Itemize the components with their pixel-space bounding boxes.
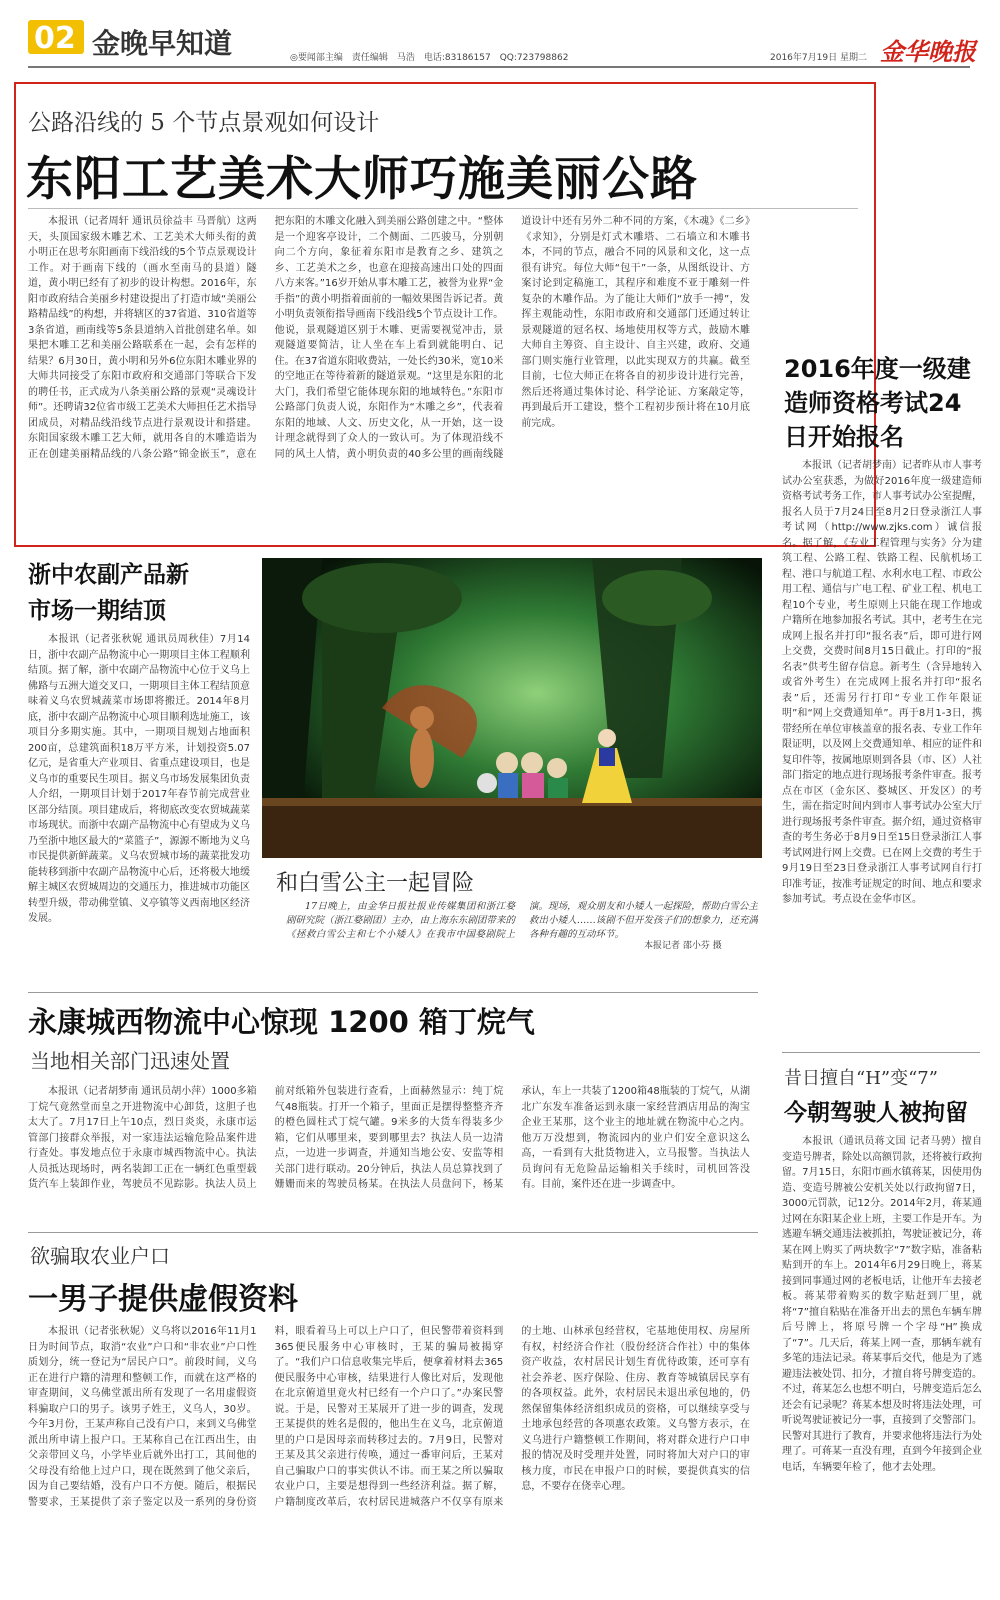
article1-body-text: 本报讯（记者周轩 通讯员徐益丰 马晋航）这两天，头顶国家级木雕艺术、工艺美术大师头衔的黄小明正在思考东阳画南下线沿线的5个节点景观设计工作。对于画南下线的（画水至南马的县道）隧道，黄小明已经有了初步的设计构想。2016年，东阳市政府结合美丽乡村建设提出了打造市域“美丽公路精品线”的构想，并将辖区的37省道、310省道等3条省道，画南线等5条县道纳入首批创建名单。如果把木雕工艺和美丽公路联系在一起，会有怎样的结果？6月30日，黄小明和另外6位东阳木雕业界的大师共同接受了东阳市政府和交通部门等联合下发的聘任书，正式成为八条美丽公路的景观“灵魂设计师”。还聘请32位省市级工艺美术大师担任艺术指导团成员，对精品线沿线节点进行景观设计和搭建。东阳国家级木雕工艺大师，就用各自的木雕造诣为正在创建美丽精品线的八条公路“锦金嵌玉”，意在把东阳的木雕文化融入到美丽公路创建之中。“整体是一个迎客亭设计，二个侧面、二匹骏马，分别朝向二个方向，象征着东阳市是教育之乡、建筑之乡、工艺美术之乡，也意在迎接高速出口处的四面八方来客。”16岁开始从事木雕工艺，被誉为业界“金手指”的黄小明指着面前的一幅效果图告诉记者。黄小明负责领衔指导画南下线沿线5个节点设计工作。他说，景观隧道区别于木雕、更需要视觉冲击，景观隧道要简洁，让人坐在车上看到就能明白、记住。在37省道东阳收费站，一处长约30米，宽10米的空地正在等待着新的隧道景观。“这里是东阳的北大门，我们希望它能体现东阳的地域特色。”东阳市公路部门负责人说，东阳作为“木雕之乡”，代表着东阳的地域、人文、历史文化，从一开始，这一设计理念就得到了众人的一致认可。为了体现沿线不同的风土人情，黄小明负责的40多公里的画南线隧道设计中还有另外二种不同的方案，《木魂》《二乡》《求知》，分别是灯式木雕塔、二石墙立和木雕书本，不同的节点，融合不同的风景和文化，这一点很有讲究。每位大师“包干”一条，从图纸设计、方案讨论到定稿施工，其程序和难度不亚于雕刻一件复杂的木雕作品。为了能让大师们“放手一搏”，发挥主观能动性，东阳市政府和交通部门还通过转让景观隧道的冠名权、场地使用权等方式，鼓励木雕大师自主筹资、自主设计、自主兴建，政府、交通部门则实施行业管理，以此实现双方的共赢。截至目前，七位大师正在将各自的初步设计进行完善，然后还将通过集体讨论、科学论证、方案敲定等，再到最后开工建设，整个工程初步预计将在10月底前完成。 — [28, 216, 750, 460]
exam-headline: 2016年度一级建造师资格考试24日开始报名 — [784, 355, 971, 451]
hukou-body-text: 本报讯（记者张秋妮）义乌将以2016年11月1日为时间节点，取消“农业”户口和“非农业”户口性质划分，统一登记为“居民户口”。前段时间，义乌正在进行户籍的清理和整顿工作，而就在这严格的审查期间，义乌佛堂派出所有发现了一名用虚假资料骗取户口的男子。该男子姓王，义乌人，30岁。今年3月份，王某声称自己没有户口，来到义乌佛堂派出所申请上报户口。王某称自己在江西出生，由父亲带回义乌，小学毕业后就外出打工，其间他的父母没有给他上过户口，现在既然到了他父亲后，因为自己要结婚，没有户口不方便。随后，根据民警要求，王某提供了亲子鉴定以及一系列的身份资料，眼看着马上可以上户口了，但民警带着资料到365便民服务中心审核时，王某的骗局被揭穿了。“我们户口信息收集完毕后，便拿着材料去365便民服务中心审核，结果进行人像比对后，发现他在北京俯道里竟火村已经有一个户口了。”办案民警说。于是，民警对王某展开了进一步的调查，发现王某提供的姓名是假的，他出生在义乌，北京俯道里的户口是因母亲而转移过去的。7月9日，民警对王某及其父亲进行传唤，通过一番审问后，王某对自己骗取户口的事实供认不讳。而王某之所以骗取农业户口，主要是想得到一些经济利益。据了解，户籍制度改革后，农村居民进城落户不仅享有原来的土地、山林承包经营权，宅基地使用权、房屋所有权，村经济合作社（股份经济合作社）中的集体资产收益，农村居民计划生育优待政策，还可享有社会养老、医疗保险、住房、教育等城镇居民享有的各项权益。此外，农村居民未退出承包地的，仍然保留集体经济组织成员的资格，可以继续享受与土地承包经营的各项惠农政策。义乌警方表示，在义乌进行户籍整顿工作期间，将对群众进行户口申报的情况及时受理并处置，同时将加大对户口的审核力度，市民在申报户口的时候，要提供真实的信息，不要存在侥幸心理。 — [28, 1326, 750, 1508]
section-divider-1 — [28, 992, 758, 993]
stage-photo-illustration — [262, 558, 762, 858]
market-body — [28, 632, 250, 962]
stage-photo — [262, 558, 762, 858]
gas-body-text: 本报讯（记者胡梦南 通讯员胡小萍）1000多箱丁烷气竟然堂而皇之开进物流中心卸货，这胆子也太大了。7月17日上午10点，烈日炎炎，永康市运管部门接群众举报，对一家违法运输危险品案件进行查处。事发地点位于永康市城西物流中心。执法人员抵达现场时，两名装卸工正在一辆红色重型载货汽车上装卸作业，驾驶员不见踪影。执法人员上前对纸箱外包装进行查看，上面赫然显示：纯丁烷气48瓶装。打开一个箱子，里面正是摆得整整齐齐的橙色圆柱式丁烷气罐。9米多的大货车得装多少箱，它们从哪里来，要到哪里去？执法人员一边清点，一边进一步调查，并通知当地公安、安监等相关部门进行联动。20分钟后，执法人员总算找到了姗姗而来的驾驶员杨某。在执法人员盘问下，杨某承认，车上一共装了1200箱48瓶装的丁烷气，从湖北广东发车准备运到永康一家经营酒店用品的淘宝企业王某那，这个业主的地址就在物流中心之内。他万万没想到，物流园内的业户们安全意识这么高，一看到有大批货物进入，立马报警。当执法人员询问有无危险品运输相关手续时，司机回答没有。目前，案件还在进一步调查中。 — [28, 1086, 750, 1190]
hukou-headline: 一男子提供虚假资料 — [28, 1282, 298, 1317]
right-column-divider — [782, 1052, 980, 1053]
fox-character — [410, 706, 434, 788]
page-number-badge — [28, 20, 84, 54]
hukou-body — [28, 1324, 750, 1588]
paper-name-logo: 金华晚报 — [880, 37, 976, 66]
editor-info: ◎要闻部主编 责任编辑 马浩 电话:83186157 QQ:723798862 — [290, 53, 569, 63]
gas-body — [28, 1084, 750, 1226]
plate-kicker: 昔日擅自“H”变“7” — [784, 1068, 938, 1089]
article1-headline-rule — [28, 208, 858, 209]
masthead-divider — [28, 66, 970, 68]
section-divider-2 — [28, 1232, 758, 1233]
issue-date: 2016年7月19日 星期二 — [770, 53, 867, 63]
market-headline: 浙中农副产品新市场一期结顶 — [28, 562, 189, 624]
page-number: 02 — [34, 21, 76, 56]
plate-body-text: 本报讯（通讯员蒋文国 记者马骋）擅自变造号牌者，除处以高额罚款，还将被行政拘留。7月15日，东阳市画水镇蒋某，因使用伪造、变造号牌被公安机关处以行政拘留7日，3000元罚款，记12分。2014年2月，蒋某通过网在东阳某企业上班，主要工作是开车。为逃避车辆交通违法被抓拍，驾驶证被记分，蒋某在网上购买了两块数字“7”数字贴，准备粘贴到开的车上。2014年6月29日晚上，蒋某接到同事通过网的老板电话，让他开车去接老板。蒋某带着购买的数字贴赶到厂里，就将“7”擅自粘贴在准备开出去的黑色车辆车牌后号牌上，将原号牌一个字母“H”换成了“7”。几天后，蒋某上网一查，那辆车就有多笔的违法记录。蒋某事后交代，他是为了逃避违法被处罚、扣分，才擅自将号牌变造的。不过，蒋某怎么也想不明白，号牌变造后怎么还会有记录呢？蒋某本想及时将违法处理，可听说驾驶证被记分一事，直接到了交警部门。民警对其进行了教育，并要求他将违法行为处理了。可蒋某一直没有理，直到今年接到企业电话，车辆要年检了，他才去处理。 — [782, 1136, 982, 1473]
article1-body — [28, 214, 750, 532]
exam-body — [782, 458, 982, 1036]
photo-caption-title: 和白雪公主一起冒险 — [276, 871, 475, 896]
gas-subhead: 当地相关部门迅速处置 — [30, 1049, 230, 1073]
hukou-kicker: 欲骗取农业户口 — [30, 1244, 170, 1268]
gas-headline: 永康城西物流中心惊现 1200 箱丁烷气 — [28, 1005, 535, 1039]
exam-body-text: 本报讯（记者胡梦南）记者昨从市人事考试办公室获悉，为做好2016年度一级建造师资格考试考务工作，市人事考试办公室提醒，报名人员于7月24日至8月2日登录浙江人事考试网（http://www.zjks.com）诚信报名。据了解，《专业工程管理与实务》分为建筑工程、公路工程、铁路工程、民航机场工程、港口与航道工程、水利水电工程、市政公用工程、通信与广电工程、矿业工程、机电工程10个专业，考生原则上只能在现工作地或户籍所在地参加报名考试。其中，老考生在完成网上报名并打印“报名表”后，即可进行网上交费，交费时间8月15日截止。打印的“报名表”供考生留存信息。新考生（含异地转入或省外考生）在完成网上报名并打印“报名表”后，还需另行打印“专业工作年限证明”和“网上交费通知单”。再于8月1-3日，携带经所在单位审核盖章的报名表、专业工作年限证明，以及网上交费通知单、相应的证件和复印件等，按属地原则到各县（市、区）人社部门指定的地点进行现场报考条件审查。报考点在市区（金东区、婺城区、开发区）的考生，需在指定时间内到市人事考试办公室大厅进行现场报考条件审查。据介绍，通过资格审查的考生务必于8月9日至15日登录浙江人事考试网进行网上交费。已在网上交费的考生于9月19日至23日登录浙江人事考试网自行打印准考证，按准考证规定的时间、地点和要求参加考试。考点设在金华市区。 — [782, 460, 982, 905]
market-body-text: 本报讯（记者张秋妮 通讯员周秋佳）7月14日，浙中农副产品物流中心一期项目主体工程顺利结顶。据了解，浙中农副产品物流中心位于义乌上佛路与五洲大道交叉口，一期项目主体工程结顶意味着义乌农贸城蔬菜市场即将搬迁。2014年8月底，浙中农副产品物流中心项目顺利选址施工，该项目分多期实施。其中，一期项目规划占地面积200亩，总建筑面积18万平方米，计划投资5.07亿元，是省重大产业项目、省重点建设项目，也是义乌市的重要民生项目。据义乌市场发展集团负责人介绍，一期项目计划于2017年春节前完成营业区部分结顶。项目建成后，将彻底改变农贸城蔬菜市场现状。而浙中农副产品物流中心有望成为义乌乃至浙中地区最大的“菜篮子”，源源不断地为义乌市民提供新鲜蔬菜。义乌农贸城市场的蔬菜批发功能转移到浙中农副产品物流中心后，还将极大地缓解主城区农贸城周边的交通压力，推进城市功能区转型升级，带动佛堂镇、义亭镇等义西南地区经济发展。 — [28, 634, 250, 924]
photo-credit: 本报记者 邵小芬 摄 — [640, 938, 722, 951]
section-title: 金晚早知道 — [92, 27, 233, 60]
photo-caption — [286, 900, 758, 968]
article1-headline: 东阳工艺美术大师巧施美丽公路 — [26, 152, 698, 207]
masthead — [0, 0, 1000, 72]
photo-caption-text: 17日晚上，由金华日报社报业传媒集团和浙江婺剧研究院（浙江婺剧团）主办，由上海东东剧团带来的《拯救白雪公主和七个小矮人》在我市中国婺剧院上演。现场，观众朋友和小矮人一起探险，帮助白雪公主救出小矮人……该剧不但开发孩子们的想象力，还充满各种有趣的互动环节。 — [286, 901, 758, 940]
plate-body — [782, 1134, 982, 1588]
article1-kicker: 公路沿线的 5 个节点景观如何设计 — [28, 110, 380, 136]
plate-headline: 今朝驾驶人被拘留 — [784, 1100, 968, 1126]
